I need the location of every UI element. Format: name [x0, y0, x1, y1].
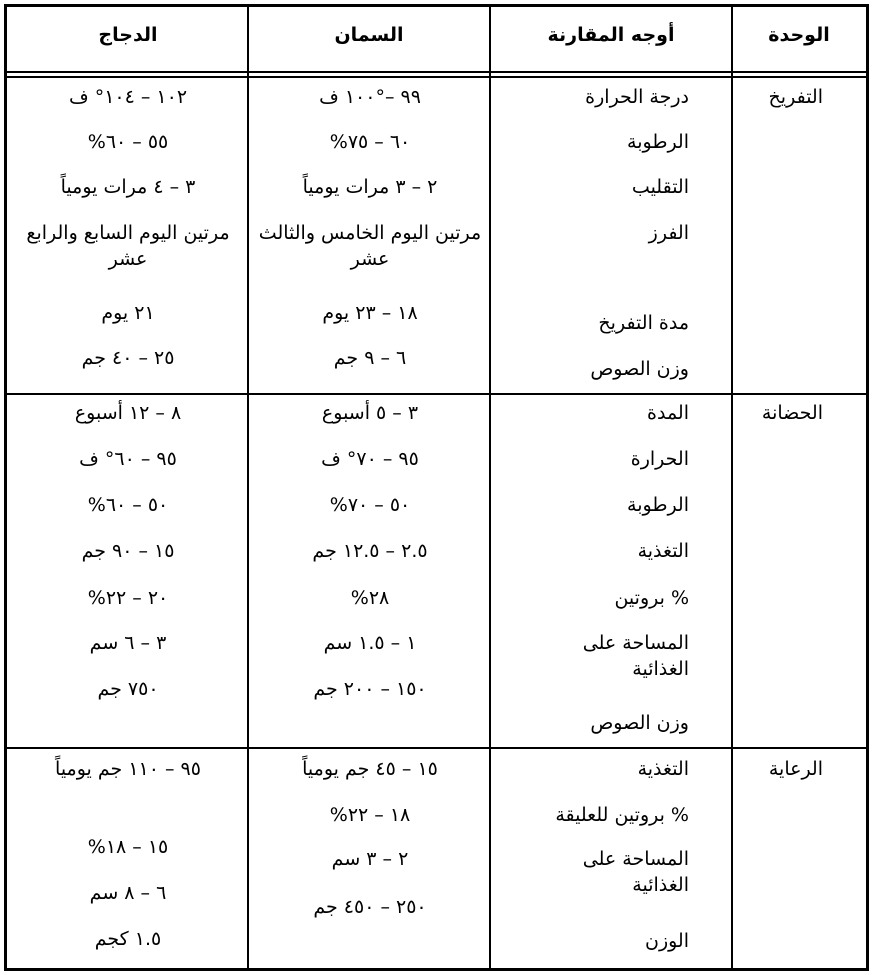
aspect-label: الوزن — [644, 930, 689, 952]
header-chicken: الدجاج — [98, 24, 158, 46]
chicken-value: ١٥ – ٩٠ جم — [81, 540, 175, 562]
aspect-label: الرطوبة — [627, 131, 689, 153]
chicken-value: ٢١ يوم — [101, 302, 155, 324]
chicken-value: ٣ – ٦ سم — [89, 632, 167, 654]
aspect-label: الفرز — [648, 222, 689, 244]
column-divider — [247, 7, 249, 968]
column-divider — [489, 7, 491, 968]
header-quail: السمان — [334, 24, 404, 46]
quail-value: مرتين اليوم الخامس والثالث عشر — [258, 222, 482, 270]
quail-value: ١٨ – ٢٣ يوم — [322, 302, 418, 324]
aspect-label: % بروتين للعليقة — [555, 804, 689, 826]
aspect-label: الحرارة — [630, 448, 689, 470]
aspect-label: الرطوبة — [627, 494, 689, 516]
quail-value: ١ – ١.٥ سم — [323, 632, 417, 654]
chicken-value: ٨ – ١٢ أسبوع — [74, 402, 182, 424]
chicken-value: ٥٠ – ٦٠% — [87, 494, 169, 516]
quail-value: ٢ – ٣ مرات يومياً — [302, 176, 438, 198]
chicken-value: ٣ – ٤ مرات يومياً — [60, 176, 196, 198]
chicken-value: ١٥ – ١٨% — [87, 836, 169, 858]
chicken-value: ٩٥ – ٦٠° ف — [79, 448, 177, 470]
aspect-label: المساحة على الغذائية — [582, 848, 689, 896]
aspect-label: التقليب — [631, 176, 689, 198]
chicken-value: ٢٥ – ٤٠ جم — [81, 347, 175, 369]
quail-value: ٢ – ٣ سم — [331, 848, 409, 870]
header-aspects: أوجه المقارنة — [547, 24, 675, 46]
section-divider — [7, 747, 866, 749]
aspect-label: % بروتين — [614, 587, 689, 609]
quail-value: ٣ – ٥ أسبوع — [321, 402, 419, 424]
chicken-value: مرتين اليوم السابع والرابع عشر — [26, 222, 230, 270]
chicken-value: ٩٥ – ١١٠ جم يومياً — [55, 758, 201, 780]
header-divider — [7, 71, 866, 73]
aspect-label: التغذية — [637, 758, 689, 780]
column-divider — [731, 7, 733, 968]
quail-value: ٩٥ – ٧٠° ف — [321, 448, 419, 470]
aspect-label: مدة التفريخ — [598, 312, 689, 334]
quail-value: ١٨ – ٢٢% — [329, 804, 411, 826]
quail-value: ٥٠ – ٧٠% — [329, 494, 411, 516]
quail-value: ٢٨% — [350, 587, 390, 609]
quail-value: ١٥٠ – ٢٠٠ جم — [313, 678, 427, 700]
chicken-value: ١.٥ كجم — [94, 928, 162, 950]
section-divider — [7, 393, 866, 395]
aspect-label: وزن الصوص — [590, 712, 689, 734]
section-unit-rearing: الرعاية — [768, 758, 823, 780]
quail-value: ٢٥٠ – ٤٥٠ جم — [313, 896, 427, 918]
header-unit: الوحدة — [768, 24, 830, 46]
chicken-value: ٢٠ – ٢٢% — [87, 587, 169, 609]
aspect-label: التغذية — [637, 540, 689, 562]
quail-value: ٦ – ٩ جم — [333, 347, 407, 369]
chicken-value: ٥٥ – ٦٠% — [87, 131, 169, 153]
quail-value: ٦٠ – ٧٥% — [329, 131, 411, 153]
quail-value: ٩٩ –°١٠٠ ف — [319, 86, 421, 108]
section-unit-hatching: التفريخ — [768, 86, 823, 108]
aspect-label: وزن الصوص — [590, 358, 689, 380]
chicken-value: ١٠٢ – ١٠٤° ف — [68, 86, 188, 108]
chicken-value: ٧٥٠ جم — [97, 678, 159, 700]
aspect-label: المدة — [647, 402, 689, 424]
chicken-value: ٦ – ٨ سم — [89, 882, 167, 904]
aspect-label: درجة الحرارة — [585, 86, 689, 108]
aspect-label: المساحة على الغذائية — [582, 632, 689, 680]
section-unit-brooding: الحضانة — [761, 402, 823, 424]
header-divider — [7, 76, 866, 78]
quail-value: ٢.٥ – ١٢.٥ جم — [312, 540, 428, 562]
quail-value: ١٥ – ٤٥ جم يومياً — [302, 758, 438, 780]
